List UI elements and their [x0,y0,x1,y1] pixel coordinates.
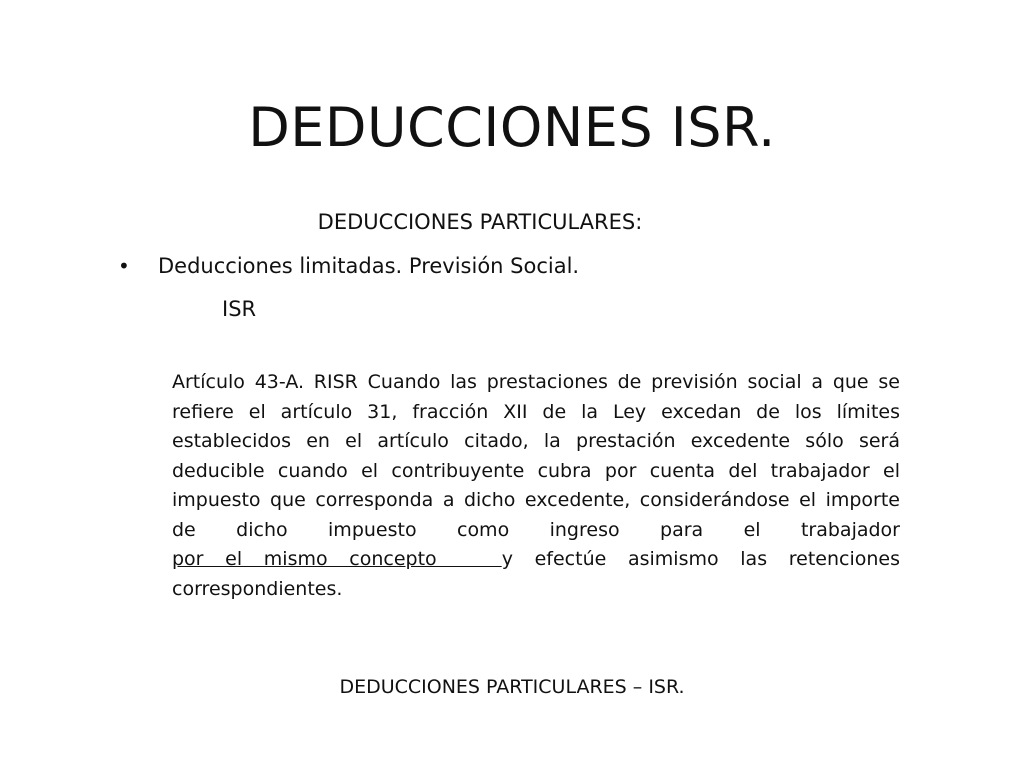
article-text-end: y efectúe asimismo las retenciones correspondientes. [172,548,901,600]
footer-caption: DEDUCCIONES PARTICULARES – ISR. [339,676,685,698]
bullet-icon: • [118,254,130,278]
article-paragraph [172,368,900,604]
subheading: DEDUCCIONES PARTICULARES: [317,210,643,234]
isr-label: ISR [222,297,257,321]
bullet-item [118,254,579,278]
bullet-text: Deducciones limitadas. Previsión Social. [158,254,580,278]
article-text-start: Artículo 43-A. RISR Cuando las prestaciones de previsión social a que se refiere el artículo 31, fracción XII de la Ley excedan de los límites establecidos en el artículo citado, la prestación excedente sólo será deducible cuando el contribuyente cubra por cuenta del trabajador el impuesto que corresponda a dicho excedente, considerándose el importe de dicho impuesto como ingreso para el trabajador [172,371,900,541]
article-underlined-text: por el mismo concepto [172,548,502,570]
slide-title: DEDUCCIONES ISR. [248,96,776,159]
